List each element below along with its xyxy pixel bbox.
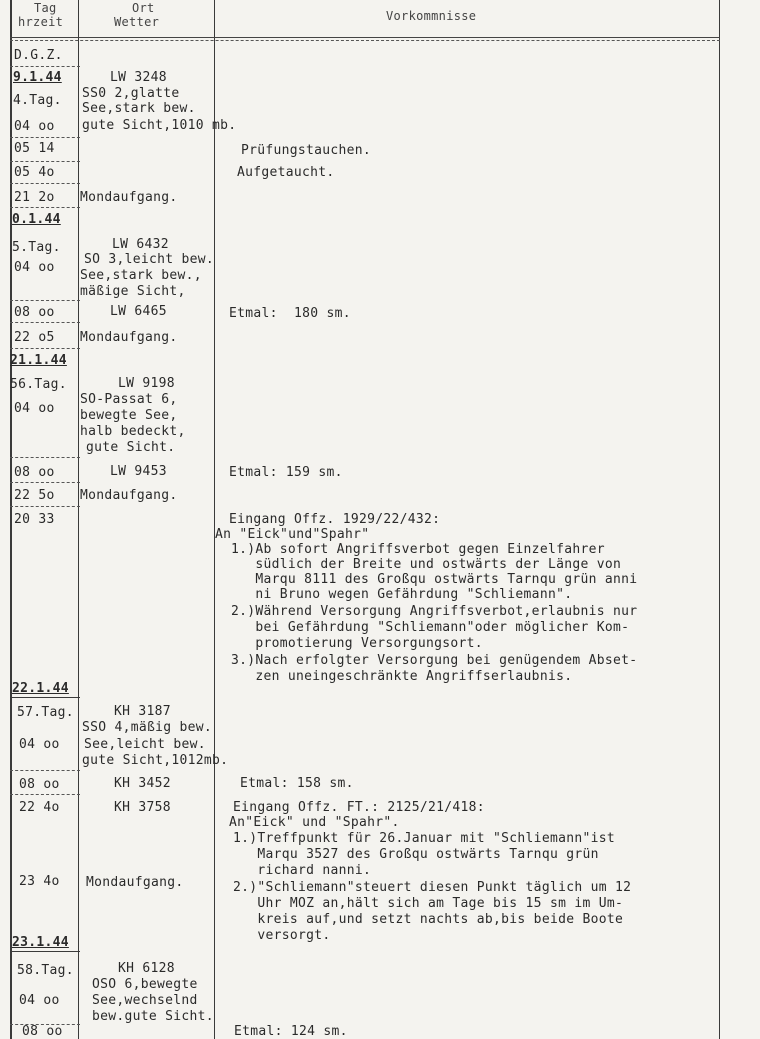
weather-2205: Mondaufgang. bbox=[80, 330, 178, 345]
row-rule bbox=[10, 183, 80, 184]
message-1-line: südlich der Breite und ostwärts der Länge von bbox=[231, 557, 622, 572]
day-count-2: 5.Tag. bbox=[12, 240, 61, 255]
right-border-line bbox=[719, 0, 720, 1039]
position-4: KH 3187 bbox=[114, 704, 171, 719]
time-0400-a: 04 oo bbox=[14, 119, 55, 134]
header-col2-line1: Ort bbox=[132, 1, 155, 15]
time-2033: 20 33 bbox=[14, 512, 55, 527]
weather-1-line3: gute Sicht,1010 mb. bbox=[82, 118, 237, 133]
time-0540: 05 4o bbox=[14, 165, 55, 180]
time-0800-d: 08 oo bbox=[19, 777, 60, 792]
message-1-line: bei Gefährdung "Schliemann"oder möglicher Kom- bbox=[231, 620, 630, 635]
position-2b: LW 6465 bbox=[110, 304, 167, 319]
position-2: LW 6432 bbox=[112, 237, 169, 252]
time-0800-c: 08 oo bbox=[14, 465, 55, 480]
position-4c: KH 3758 bbox=[114, 800, 171, 815]
day-count-5: 58.Tag. bbox=[17, 963, 74, 978]
message-2-line: richard nanni. bbox=[233, 863, 372, 878]
date-rule bbox=[10, 951, 80, 952]
column-divider-2 bbox=[214, 0, 215, 1039]
event-0800-e: Etmal: 124 sm. bbox=[234, 1024, 348, 1039]
weather-5-line1: OSO 6,bewegte bbox=[92, 977, 198, 992]
weather-4-line3: gute Sicht,1012mb. bbox=[82, 753, 229, 768]
weather-2120: Mondaufgang. bbox=[80, 190, 178, 205]
day-count-1: 4.Tag. bbox=[13, 93, 62, 108]
message-2-line: kreis auf,und setzt nachts ab,bis beide Boote bbox=[233, 912, 624, 927]
message-2-line: 1.)Treffpunkt für 26.Januar mit "Schliemann"ist bbox=[233, 831, 615, 846]
day-count-3: 56.Tag. bbox=[10, 377, 67, 392]
time-2340: 23 4o bbox=[19, 874, 60, 889]
date-1: 9.1.44 bbox=[13, 70, 62, 85]
date-4: 22.1.44 bbox=[12, 681, 69, 696]
weather-3-line1: SO-Passat 6, bbox=[80, 392, 178, 407]
row-rule bbox=[10, 207, 80, 208]
time-0514: 05 14 bbox=[14, 141, 55, 156]
position-5: KH 6128 bbox=[118, 961, 175, 976]
event-0514: Prüfungstauchen. bbox=[241, 143, 372, 158]
header-col1-line2: hrzeit bbox=[18, 15, 64, 29]
weather-3-line2: bewegte See, bbox=[80, 408, 178, 423]
time-0800-b: 08 oo bbox=[14, 305, 55, 320]
row-rule bbox=[10, 482, 80, 483]
header-rule-dashed bbox=[10, 40, 720, 41]
event-0800-d: Etmal: 158 sm. bbox=[240, 776, 354, 791]
weather-3-line3: halb bedeckt, bbox=[80, 424, 186, 439]
day-count-4: 57.Tag. bbox=[17, 705, 74, 720]
message-1-line: An "Eick"und"Spahr" bbox=[215, 527, 370, 542]
date-2: 0.1.44 bbox=[12, 212, 61, 227]
weather-2-line1: SO 3,leicht bew. bbox=[84, 252, 215, 267]
message-1-line: ni Bruno wegen Gefährdung "Schliemann". bbox=[231, 587, 573, 602]
weather-4-line2: See,leicht bew. bbox=[84, 737, 206, 752]
position-1: LW 3248 bbox=[110, 70, 167, 85]
weather-1-line2: See,stark bew. bbox=[82, 101, 196, 116]
time-0800-e: 08 oo bbox=[22, 1024, 63, 1039]
date-rule bbox=[10, 697, 80, 698]
date-5: 23.1.44 bbox=[12, 935, 69, 950]
time-2240: 22 4o bbox=[19, 800, 60, 815]
position-3b: LW 9453 bbox=[110, 464, 167, 479]
message-2-line: An"Eick" und "Spahr". bbox=[229, 815, 400, 830]
row-rule bbox=[10, 66, 80, 67]
message-2-line: versorgt. bbox=[233, 928, 331, 943]
weather-3-line4: gute Sicht. bbox=[86, 440, 176, 455]
message-1-line: 2.)Während Versorgung Angriffsverbot,erlaubnis nur bbox=[231, 604, 638, 619]
time-0400-b: 04 oo bbox=[14, 260, 55, 275]
header-rule bbox=[10, 37, 720, 38]
message-1-line: promotierung Versorgungsort. bbox=[231, 636, 483, 651]
time-0400-c: 04 oo bbox=[14, 401, 55, 416]
row-rule bbox=[10, 137, 80, 138]
event-0540: Aufgetaucht. bbox=[237, 165, 335, 180]
weather-5-line3: bew.gute Sicht. bbox=[92, 1009, 214, 1024]
weather-1-line1: SS0 2,glatte bbox=[82, 86, 180, 101]
message-1-line: 3.)Nach erfolgter Versorgung bei genügendem Abset- bbox=[231, 653, 638, 668]
weather-4-line1: SSO 4,mäßig bew. bbox=[82, 720, 213, 735]
time-0400-e: 04 oo bbox=[19, 993, 60, 1008]
header-col2-line2: Wetter bbox=[114, 15, 160, 29]
time-2205: 22 o5 bbox=[14, 330, 55, 345]
row-rule bbox=[10, 506, 80, 507]
row-rule bbox=[10, 300, 80, 301]
weather-5-line2: See,wechselnd bbox=[92, 993, 198, 1008]
message-2-line: 2.)"Schliemann"steuert diesen Punkt täglich um 12 bbox=[233, 880, 632, 895]
time-0400-d: 04 oo bbox=[19, 737, 60, 752]
time-2120: 21 2o bbox=[14, 190, 55, 205]
row-rule bbox=[10, 794, 80, 795]
row-rule bbox=[10, 770, 80, 771]
message-1-line: Marqu 8111 des Großqu ostwärts Tarnqu grün anni bbox=[231, 572, 638, 587]
message-2-line: Uhr MOZ an,hält sich am Tage bis 15 sm im Um- bbox=[233, 896, 624, 911]
message-1-line: 1.)Ab sofort Angriffsverbot gegen Einzelfahrer bbox=[231, 542, 605, 557]
header-col1-line1: Tag bbox=[34, 1, 57, 15]
dgz-label: D.G.Z. bbox=[14, 48, 63, 63]
time-2250: 22 5o bbox=[14, 488, 55, 503]
header-col3: Vorkommnisse bbox=[386, 9, 477, 23]
left-margin-line bbox=[10, 0, 12, 1039]
message-2-line: Marqu 3527 des Großqu ostwärts Tarnqu grün bbox=[233, 847, 599, 862]
message-1-line: Eingang Offz. 1929/22/432: bbox=[229, 512, 441, 527]
position-4b: KH 3452 bbox=[114, 776, 171, 791]
row-rule bbox=[10, 348, 80, 349]
row-rule bbox=[10, 322, 80, 323]
message-2-line: Eingang Offz. FT.: 2125/21/418: bbox=[233, 800, 485, 815]
column-divider-1 bbox=[78, 0, 79, 1039]
message-1-line: zen uneingeschränkte Angriffserlaubnis. bbox=[231, 669, 573, 684]
weather-2-line3: mäßige Sicht, bbox=[80, 284, 186, 299]
event-0800-c: Etmal: 159 sm. bbox=[229, 465, 343, 480]
weather-2340: Mondaufgang. bbox=[86, 875, 184, 890]
weather-2-line2: See,stark bew., bbox=[80, 268, 202, 283]
row-rule bbox=[10, 457, 80, 458]
position-3: LW 9198 bbox=[118, 376, 175, 391]
date-3: 21.1.44 bbox=[10, 353, 67, 368]
event-0800-b: Etmal: 180 sm. bbox=[229, 306, 351, 321]
weather-2250: Mondaufgang. bbox=[80, 488, 178, 503]
row-rule bbox=[10, 161, 80, 162]
